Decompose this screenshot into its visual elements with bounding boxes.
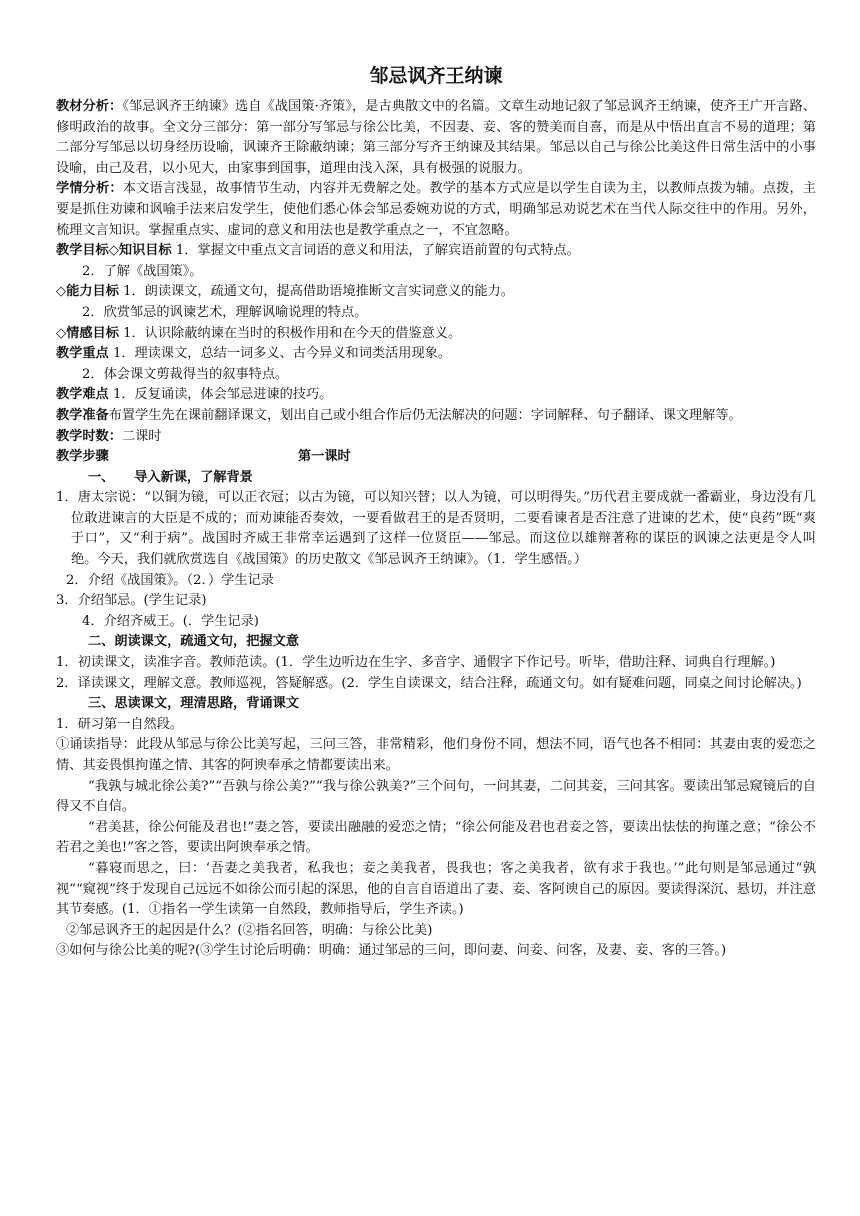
goal-paragraph: [56, 241, 816, 262]
document-title: 邹忌讽齐王纳谏: [369, 65, 503, 87]
section-1-item-1: 1．唐太宗说：“以铜为镜，可以正衣冠；以古为镜，可以知兴替；以人为镜，可以明得失。”历代君主要成就一番霸业，身边没有几位敢进谏言的大臣是不成的；而劝谏能否奏效，一要看做君王的是否贤明，二要看谏者是否注意了进谏的艺术，使“良药”既“爽于口”，又“利于病”。战国时齐威王非常幸运遇到了这样一位贤臣——邹忌。而这位以雄辩著称的谋臣的讽谏之法更是令人叫绝。今天，我们就欣赏选自《战国策》的历史散文《邹忌讽齐王纳谏》。（1．学生感悟。）: [56, 490, 816, 568]
section-3-question-3: ③如何与徐公比美的呢?(③学生讨论后明确：明确：通过邹忌的三问，即问妻、问妾、问客，及妻、妾、客的三答。): [56, 943, 727, 959]
ability-label: ◇能力目标: [56, 284, 119, 300]
section-3-reflection: “暮寝而思之，曰：‘吾妻之美我者，私我也；妾之美我者，畏我也；客之美我者，欲有求于我也。’”此句则是邹忌通过“孰视”“窥视”终于发现自己远远不如徐公而引起的深思，他的自言自语道出了妻、妾、客阿谀自己的原因。要读得深沉、悬切，并注意其节奏感。(1．①指名一学生读第一自然段，教师指导后，学生齐读。): [56, 860, 816, 918]
section-2-item-2: 2．译读课文，理解文意。教师巡视，答疑解惑。(2．学生自读课文，结合注释，疏通文句。如有疑难问题，同桌之间讨论解决。): [56, 675, 802, 691]
section-3-question-2: ②邹忌讽齐王的起因是什么？(②指名回答，明确：与徐公比美): [66, 922, 433, 938]
emotion-paragraph: [56, 324, 816, 345]
focus-label: 教学重点: [56, 346, 109, 362]
difficulty-item-1: 1．反复诵读，体会邹忌进谏的技巧。: [112, 387, 333, 403]
analysis-text: 《邹忌讽齐王纳谏》选自《战国策·齐策》，是古典散文中的名篇。文章生动地记叙了邹忌讽齐王纳谏，使齐王广开言路、修明政治的故事。全文分三部分：第一部分写邹忌与徐公比美，不因妻、妾、客的赞美而自喜，而是从中悟出直言不易的道理；第二部分写邹忌以切身经历设喻，讽谏齐王除蔽纳谏；第三部分写齐王纳谏及其结果。邹忌以自己与徐公比美这件日常生活中的小事设喻，由己及君，以小见大，由家事到国事，道理由浅入深，具有极强的说服力。: [56, 99, 816, 176]
analysis-label: 教材分析：: [56, 99, 123, 114]
section-3-reading-guide: ①诵读指导：此段从邹忌与徐公比美写起，三问三答，非常精彩，他们身份不同，想法不同，语气也各不相同：其妻由衷的爱恋之情、其妾畏惧拘谨之情、其客的阿谀奉承之情都要读出来。: [56, 737, 816, 773]
steps-label: 教学步骤: [56, 449, 109, 465]
prep-text: 布置学生先在课前翻译课文，划出自己或小组合作后仍无法解决的问题：字词解释、句子翻译、课文理解等。: [108, 407, 742, 423]
section-1-item-2: 2．介绍《战国策》。（2．）学生记录: [66, 572, 274, 588]
section-2-heading: [56, 632, 816, 653]
learning-paragraph: [56, 179, 816, 241]
prep-paragraph: [56, 406, 816, 427]
emotion-label: ◇情感目标: [56, 325, 119, 341]
hours-paragraph: [56, 427, 816, 448]
section-3-title: 三、思读课文，理清思路，背诵课文: [88, 696, 299, 712]
ability-item-2: 2．欣赏邹忌的讽谏艺术，理解讽喻说理的特点。: [82, 304, 368, 320]
section-3-item-1: 1．研习第一自然段。: [56, 716, 184, 732]
section-1-heading: [56, 468, 816, 489]
ability-item-1: 1．朗读课文，疏通文句，提高借助语境推断文言实词意义的能力。: [123, 284, 514, 300]
section-3-heading: [56, 694, 816, 715]
goal-label: 教学目标◇知识目标: [56, 243, 172, 259]
steps-heading-row: [56, 447, 816, 468]
goal-item-2: 2．了解《战国策》。: [82, 263, 203, 279]
section-1-title: 一、 导入新课，了解背景: [88, 469, 253, 485]
goal-item-1: 1．掌握文中重点文言词语的意义和用法，了解宾语前置的句式特点。: [175, 243, 580, 259]
section-1-item-3: 3．介绍邹忌。(学生记录): [56, 593, 207, 609]
section-2-title: 二、朗读课文，疏通文句，把握文意: [88, 634, 299, 650]
difficulty-paragraph: [56, 385, 816, 406]
learning-text: 本文语言浅显，故事情节生动，内容并无费解之处。教学的基本方式应是以学生自读为主，以教师点拨为辅。点拨，主要是抓住劝谏和讽喻手法来启发学生，使他们悉心体会邹忌委婉劝说的方式，明确邹忌劝说艺术在当代人际交往中的作用。另外，梳理文言知识。掌握重点实、虚词的意义和用法也是教学重点之一，不宜忽略。: [56, 181, 817, 238]
section-1-item-4: 4．介绍齐威王。(．学生记录): [82, 613, 259, 629]
hours-text: 二课时: [121, 428, 162, 444]
section-3-three-answers: “君美甚，徐公何能及君也!”妻之答，要读出融融的爱恋之情；“徐公何能及君也君妾之答，要读出怯怯的拘谨之意；“徐公不若君之美也!”客之答，要读出阿谀奉承之情。: [56, 819, 816, 856]
prep-label: 教学准备: [56, 407, 109, 423]
hours-label: 教学时数：: [56, 428, 122, 444]
ability-paragraph: [56, 282, 816, 303]
document-page: [56, 62, 816, 962]
focus-paragraph: [56, 344, 816, 365]
learning-label: 学情分析：: [56, 181, 123, 197]
section-3-three-questions: “我孰与城北徐公美?”“吾孰与徐公美?”“我与徐公孰美?”三个问句，一问其妻，二问其妾，三问其客。要读出邹忌窥镜后的自得又不自信。: [56, 778, 816, 815]
difficulty-label: 教学难点: [56, 387, 109, 403]
analysis-paragraph: [56, 97, 816, 179]
lesson-label: 第一课时: [298, 449, 351, 465]
emotion-item-1: 1．认识除蔽纳谏在当时的积极作用和在今天的借鉴意义。: [123, 325, 462, 341]
focus-item-2: 2．体会课文剪裁得当的叙事特点。: [82, 366, 289, 382]
focus-item-1: 1．理读课文，总结一词多义、古今异义和词类活用现象。: [112, 346, 452, 362]
section-2-item-1: 1．初读课文，读准字音。教师范读。(1．学生边听边在生字、多音字、通假字下作记号。听毕，借助注释、词典自行理解。): [56, 655, 776, 671]
